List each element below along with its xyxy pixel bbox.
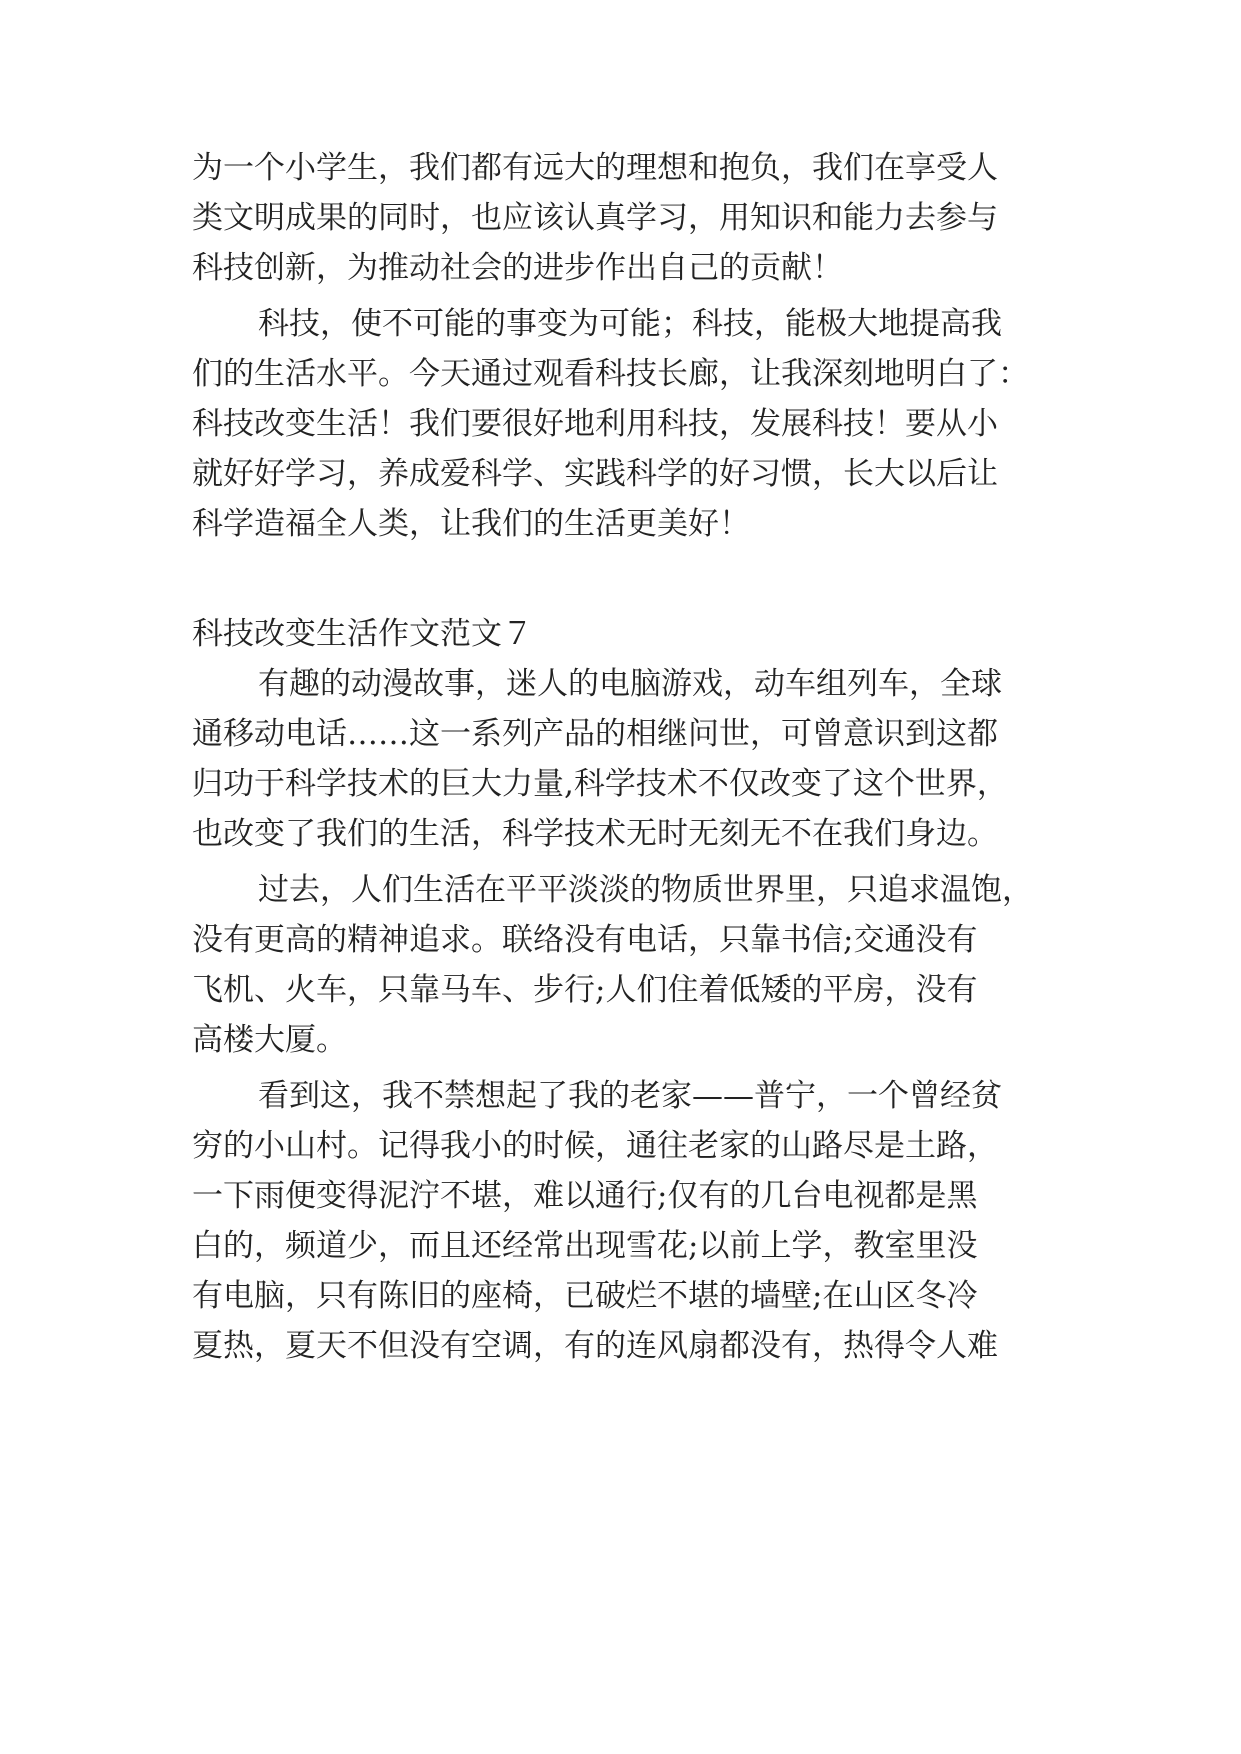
paragraph-line: 们的生活水平。今天通过观看科技长廊，让我深刻地明白了： (192, 356, 1029, 392)
paragraph-line: 科学造福全人类，让我们的生活更美好！ (192, 506, 750, 542)
paragraph-line: 为一个小学生，我们都有远大的理想和抱负，我们在享受人 (192, 150, 998, 186)
paragraph-line: 科技，使不可能的事变为可能；科技，能极大地提高我 (258, 306, 1002, 342)
paragraph-line: 也改变了我们的生活，科学技术无时无刻无不在我们身边。 (192, 816, 998, 852)
paragraph-line: 夏热，夏天不但没有空调，有的连风扇都没有，热得令人难 (192, 1328, 998, 1364)
paragraph-line: 就好好学习，养成爱科学、实践科学的好习惯，长大以后让 (192, 456, 998, 492)
paragraph-line: 高楼大厦。 (192, 1022, 347, 1058)
paragraph-line: 归功于科学技术的巨大力量,科学技术不仅改变了这个世界， (192, 766, 1008, 802)
paragraph-line: 看到这，我不禁想起了我的老家——普宁，一个曾经贫 (258, 1078, 1002, 1114)
paragraph-line: 穷的小山村。记得我小的时候，通往老家的山路尽是土路， (192, 1128, 998, 1164)
paragraph-line: 一下雨便变得泥泞不堪，难以通行;仅有的几台电视都是黑 (192, 1178, 978, 1214)
paragraph-line: 过去，人们生活在平平淡淡的物质世界里，只追求温饱， (258, 872, 1033, 908)
paragraph-line: 有趣的动漫故事，迷人的电脑游戏，动车组列车，全球 (258, 666, 1002, 702)
paragraph-line: 通移动电话……这一系列产品的相继问世，可曾意识到这都 (192, 716, 998, 752)
paragraph-line: 科技创新，为推动社会的进步作出自己的贡献！ (192, 250, 843, 286)
paragraph-line: 有电脑，只有陈旧的座椅，已破烂不堪的墙壁;在山区冬冷 (192, 1278, 978, 1314)
paragraph-line: 没有更高的精神追求。联络没有电话，只靠书信;交通没有 (192, 922, 978, 958)
paragraph-line: 类文明成果的同时，也应该认真学习，用知识和能力去参与 (192, 200, 998, 236)
paragraph-line: 白的，频道少，而且还经常出现雪花;以前上学，教室里没 (192, 1228, 978, 1264)
paragraph-line: 飞机、火车，只靠马车、步行;人们住着低矮的平房，没有 (192, 972, 978, 1008)
paragraph-line: 科技改变生活！我们要很好地利用科技，发展科技！要从小 (192, 406, 998, 442)
section-heading: 科技改变生活作文范文７ (192, 616, 533, 652)
